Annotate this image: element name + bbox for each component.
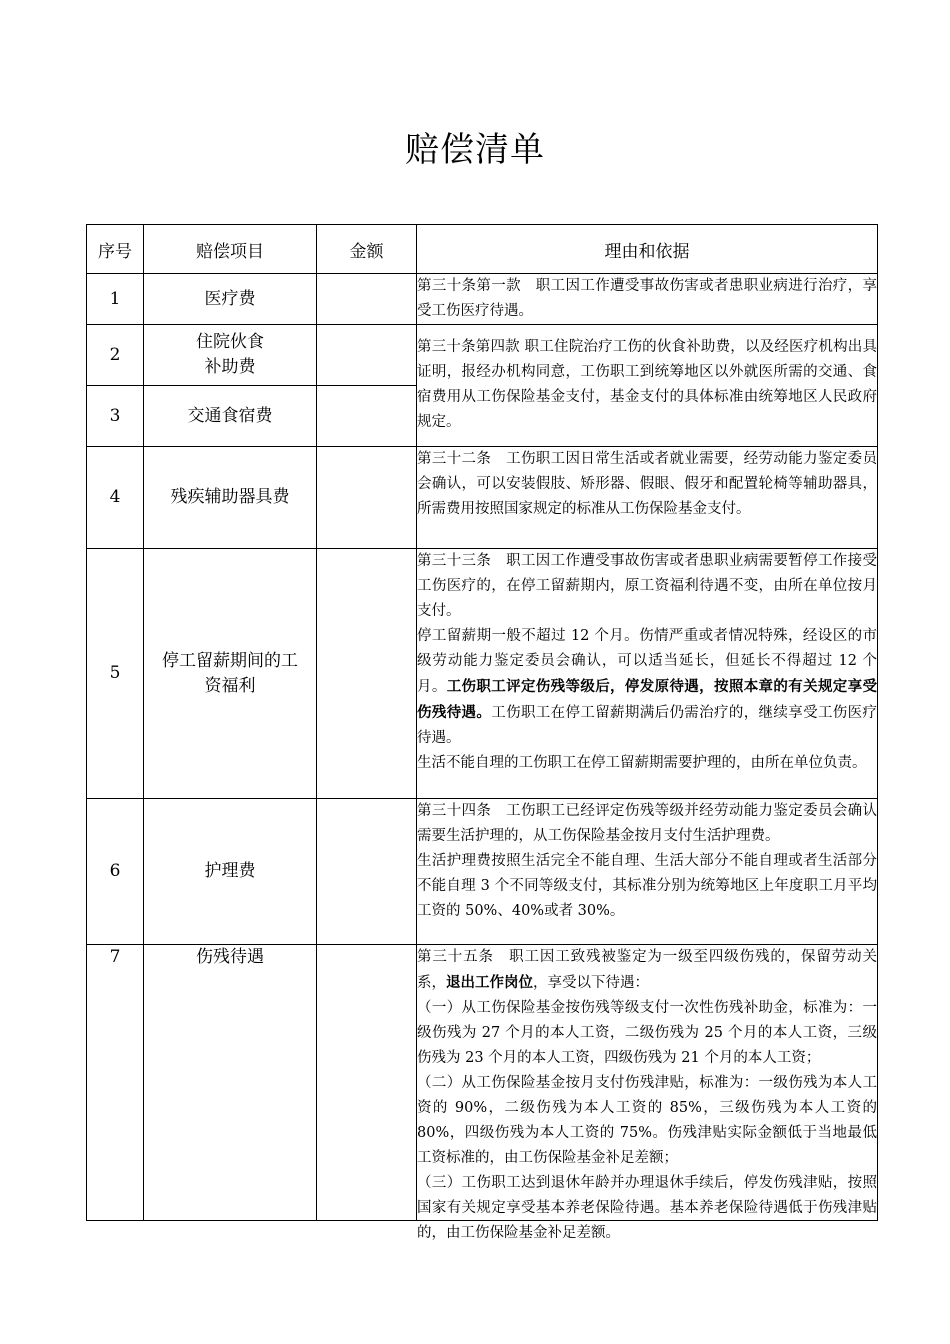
reason-paragraph: 第三十条第一款 职工因工作遭受事故伤害或者患职业病进行治疗，享受工伤医疗待遇。 [417, 278, 877, 319]
row-item-line: 补助费 [204, 357, 256, 377]
row-reason [417, 274, 878, 325]
reason-paragraph [417, 624, 877, 751]
table-row [87, 325, 878, 386]
row-item: 伤残待遇 [144, 945, 317, 1221]
row-item: 医疗费 [144, 274, 317, 325]
amount-cell[interactable] [317, 945, 417, 1221]
table-row [87, 945, 878, 1221]
reason-paragraph: 生活护理费按照生活完全不能自理、生活大部分不能自理或者生活部分不能自理 3 个不同等级支付，其标准分别为统筹地区上年度职工月平均工资的 50%、40%或者 30%。 [417, 853, 877, 919]
table-header-row [87, 225, 878, 274]
row-index: 4 [87, 447, 144, 549]
reason-paragraph: 第三十四条 工伤职工已经评定伤残等级并经劳动能力鉴定委员会确认需要生活护理的，从工伤保险基金按月支付生活护理费。 [417, 803, 877, 844]
page-title: 赔偿清单 [405, 130, 545, 170]
row-reason [417, 549, 878, 799]
reason-text: 工伤职工在停工留薪期满后仍需治疗的，继续享受工伤医疗待遇。 [417, 705, 877, 746]
amount-cell[interactable] [317, 447, 417, 549]
reason-paragraph [417, 945, 877, 996]
row-item-line: 住院伙食 [196, 332, 264, 352]
row-index: 2 [87, 325, 144, 386]
reason-paragraph: （一）从工伤保险基金按伤残等级支付一次性伤残补助金，标准为：一级伤残为 27 个月的本人工资，二级伤残为 25 个月的本人工资，三级伤残为 23 个月的本人工资，四级伤残为 21 个月的本人工资； [417, 1000, 877, 1066]
row-item: 残疾辅助器具费 [144, 447, 317, 549]
reason-text: 第三十五条 职工因工致残被鉴定为一级至四级伤残的，保留劳动关系， [417, 949, 877, 991]
row-item [144, 325, 317, 386]
row-item-line: 资福利 [204, 675, 256, 696]
row-item: 交通食宿费 [144, 386, 317, 447]
header-amount: 金额 [317, 225, 417, 274]
row-index: 6 [87, 799, 144, 945]
amount-cell[interactable] [317, 549, 417, 799]
amount-cell[interactable] [317, 274, 417, 325]
reason-paragraph: 生活不能自理的工伤职工在停工留薪期需要护理的，由所在单位负责。 [417, 755, 867, 771]
row-index: 5 [87, 549, 144, 799]
row-index: 1 [87, 274, 144, 325]
reason-paragraph: 第三十条第四款 职工住院治疗工伤的伙食补助费，以及经医疗机构出具证明，报经办机构同意，工伤职工到统筹地区以外就医所需的交通、食宿费用从工伤保险基金支付，基金支付的具体标准由统筹地区人民政府规定。 [417, 339, 877, 430]
reason-paragraph: 第三十三条 职工因工作遭受事故伤害或者患职业病需要暂停工作接受工伤医疗的，在停工留薪期内，原工资福利待遇不变，由所在单位按月支付。 [417, 553, 877, 619]
reason-text: ，享受以下待遇： [533, 975, 649, 991]
amount-cell[interactable] [317, 325, 417, 386]
reason-clip [417, 945, 877, 1241]
row-reason [417, 325, 878, 447]
header-index: 序号 [87, 225, 144, 274]
reason-emphasis: 工伤职工评定伤残等级后，停发原待遇，按照本章的有关规定享受伤残待遇。 [417, 678, 878, 721]
row-reason [417, 447, 878, 549]
reason-paragraph: 第三十二条 工伤职工因日常生活或者就业需要，经劳动能力鉴定委员会确认，可以安装假肢、矫形器、假眼、假牙和配置轮椅等辅助器具，所需费用按照国家规定的标准从工伤保险基金支付。 [417, 451, 877, 517]
table-row [87, 447, 878, 549]
header-item: 赔偿项目 [144, 225, 317, 274]
row-item: 护理费 [144, 799, 317, 945]
reason-paragraph: （三）工伤职工达到退休年龄并办理退休手续后，停发伤残津贴，按照国家有关规定享受基本养老保险待遇。基本养老保险待遇低于伤残津贴的，由工伤保险基金补足差额。 [417, 1175, 877, 1241]
row-item [144, 549, 317, 799]
row-reason [417, 799, 878, 945]
row-reason [417, 945, 878, 1241]
row-index: 3 [87, 386, 144, 447]
table-row [87, 274, 878, 325]
reason-text: 停工留薪期一般不超过 12 个月。伤情严重或者情况特殊，经设区的市级劳动能力鉴定委员会确认，可以适当延长，但延长不得超过 12 个月。 [417, 628, 877, 695]
amount-cell[interactable] [317, 799, 417, 945]
reason-emphasis: 退出工作岗位 [446, 974, 533, 991]
reason-paragraph: （二）从工伤保险基金按月支付伤残津贴，标准为：一级伤残为本人工资的 90%，二级伤残为本人工资的 85%，三级伤残为本人工资的 80%，四级伤残为本人工资的 75%。伤残津贴实际金额低于当地最低工资标准的，由工伤保险基金补足差额； [417, 1075, 877, 1166]
compensation-table [86, 224, 878, 1241]
table-row [87, 799, 878, 945]
row-index: 7 [87, 945, 144, 1221]
table-row [87, 549, 878, 799]
row-item-line: 停工留薪期间的工 [162, 650, 298, 671]
amount-cell[interactable] [317, 386, 417, 447]
header-reason: 理由和依据 [417, 225, 878, 274]
